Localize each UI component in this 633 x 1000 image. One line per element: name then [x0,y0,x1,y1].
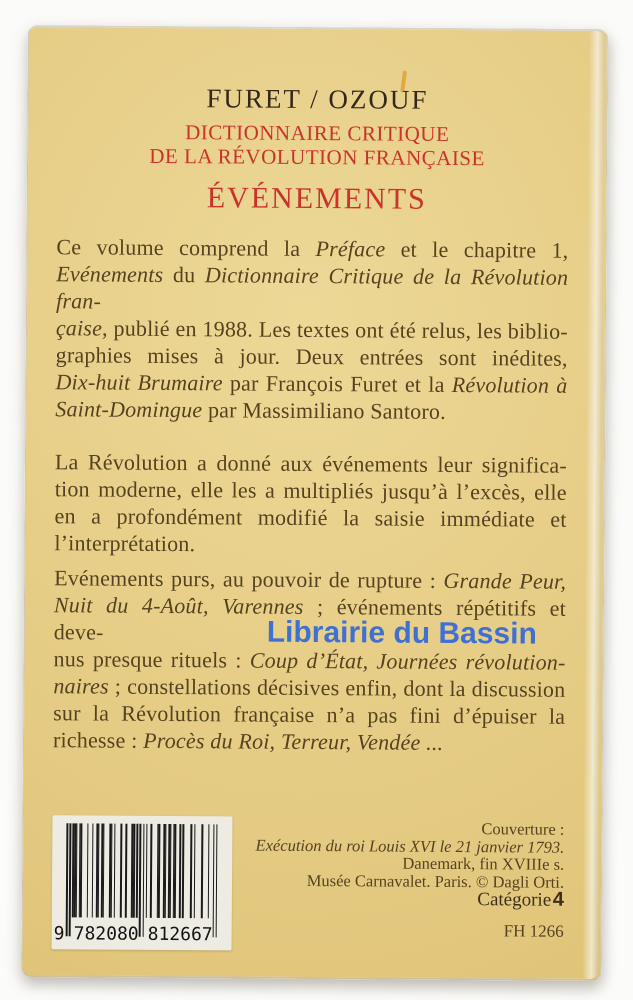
category-number: 4 [552,888,564,911]
barcode-digits-left: 782080 [73,923,139,945]
book-back-cover [21,25,608,981]
barcode-digit-prefix: 9 [53,923,65,945]
librairie-du-bassin-watermark: Librairie du Bassin [266,615,537,651]
barcode [52,815,233,950]
stock-code: FH 1266 [503,921,564,941]
header-block [28,82,607,218]
barcode-digits [52,923,232,948]
author-line: FURET / OZOUF [206,83,429,115]
barcode-bars [66,823,218,937]
series-line-1: DICTIONNAIRE CRITIQUE [185,120,450,146]
category-text: Catégorie [477,889,552,911]
series-line-2: DE LA RÉVOLUTION FRANÇAISE [149,143,485,171]
blurb-paragraph-1: Ce volume comprend la Préface et le chapitre 1, Evénements du Dictionnaire Critique de la Révolution fran- çaise, publié en 1988. Les textes ont été relus, les biblio- graphies mises à jour. Deux entrées sont inédites, Dix-huit Brumaire par François Furet et la Révolution à Saint-Domingue par Massimiliano Santoro. [55,234,569,424]
cover-credit-block: Couverture : Exécution du roi Louis XVI le 21 janvier 1793. Danemark, fin XVIIIe s. Musée Carnavalet. Paris. © Dagli Orti. [255,819,565,892]
category-label [477,888,564,912]
book-title: ÉVÉNEMENTS [206,181,427,216]
blurb-paragraph-3: Evénements purs, au pouvoir de rupture : Grande Peur, Nuit du 4-Août, Varennes ; événements répétitifs et deve- nus presque rituels : Coup d’État, Journées révolution- naires ; constellations décisives enfin, dont la discussion sur la Révolution française n’a pas fini d’épuiser la richesse : Procès du Roi, Terreur, Vendée ... [52,565,567,755]
barcode-digits-right: 812667 [147,923,213,946]
blurb-paragraph-2: La Révolution a donné aux événements leur significa- tion moderne, elle les a multipliés jusqu’à l’excès, elle en a profondément modifié la saisie immédiate et l’interprétation. [54,449,568,557]
